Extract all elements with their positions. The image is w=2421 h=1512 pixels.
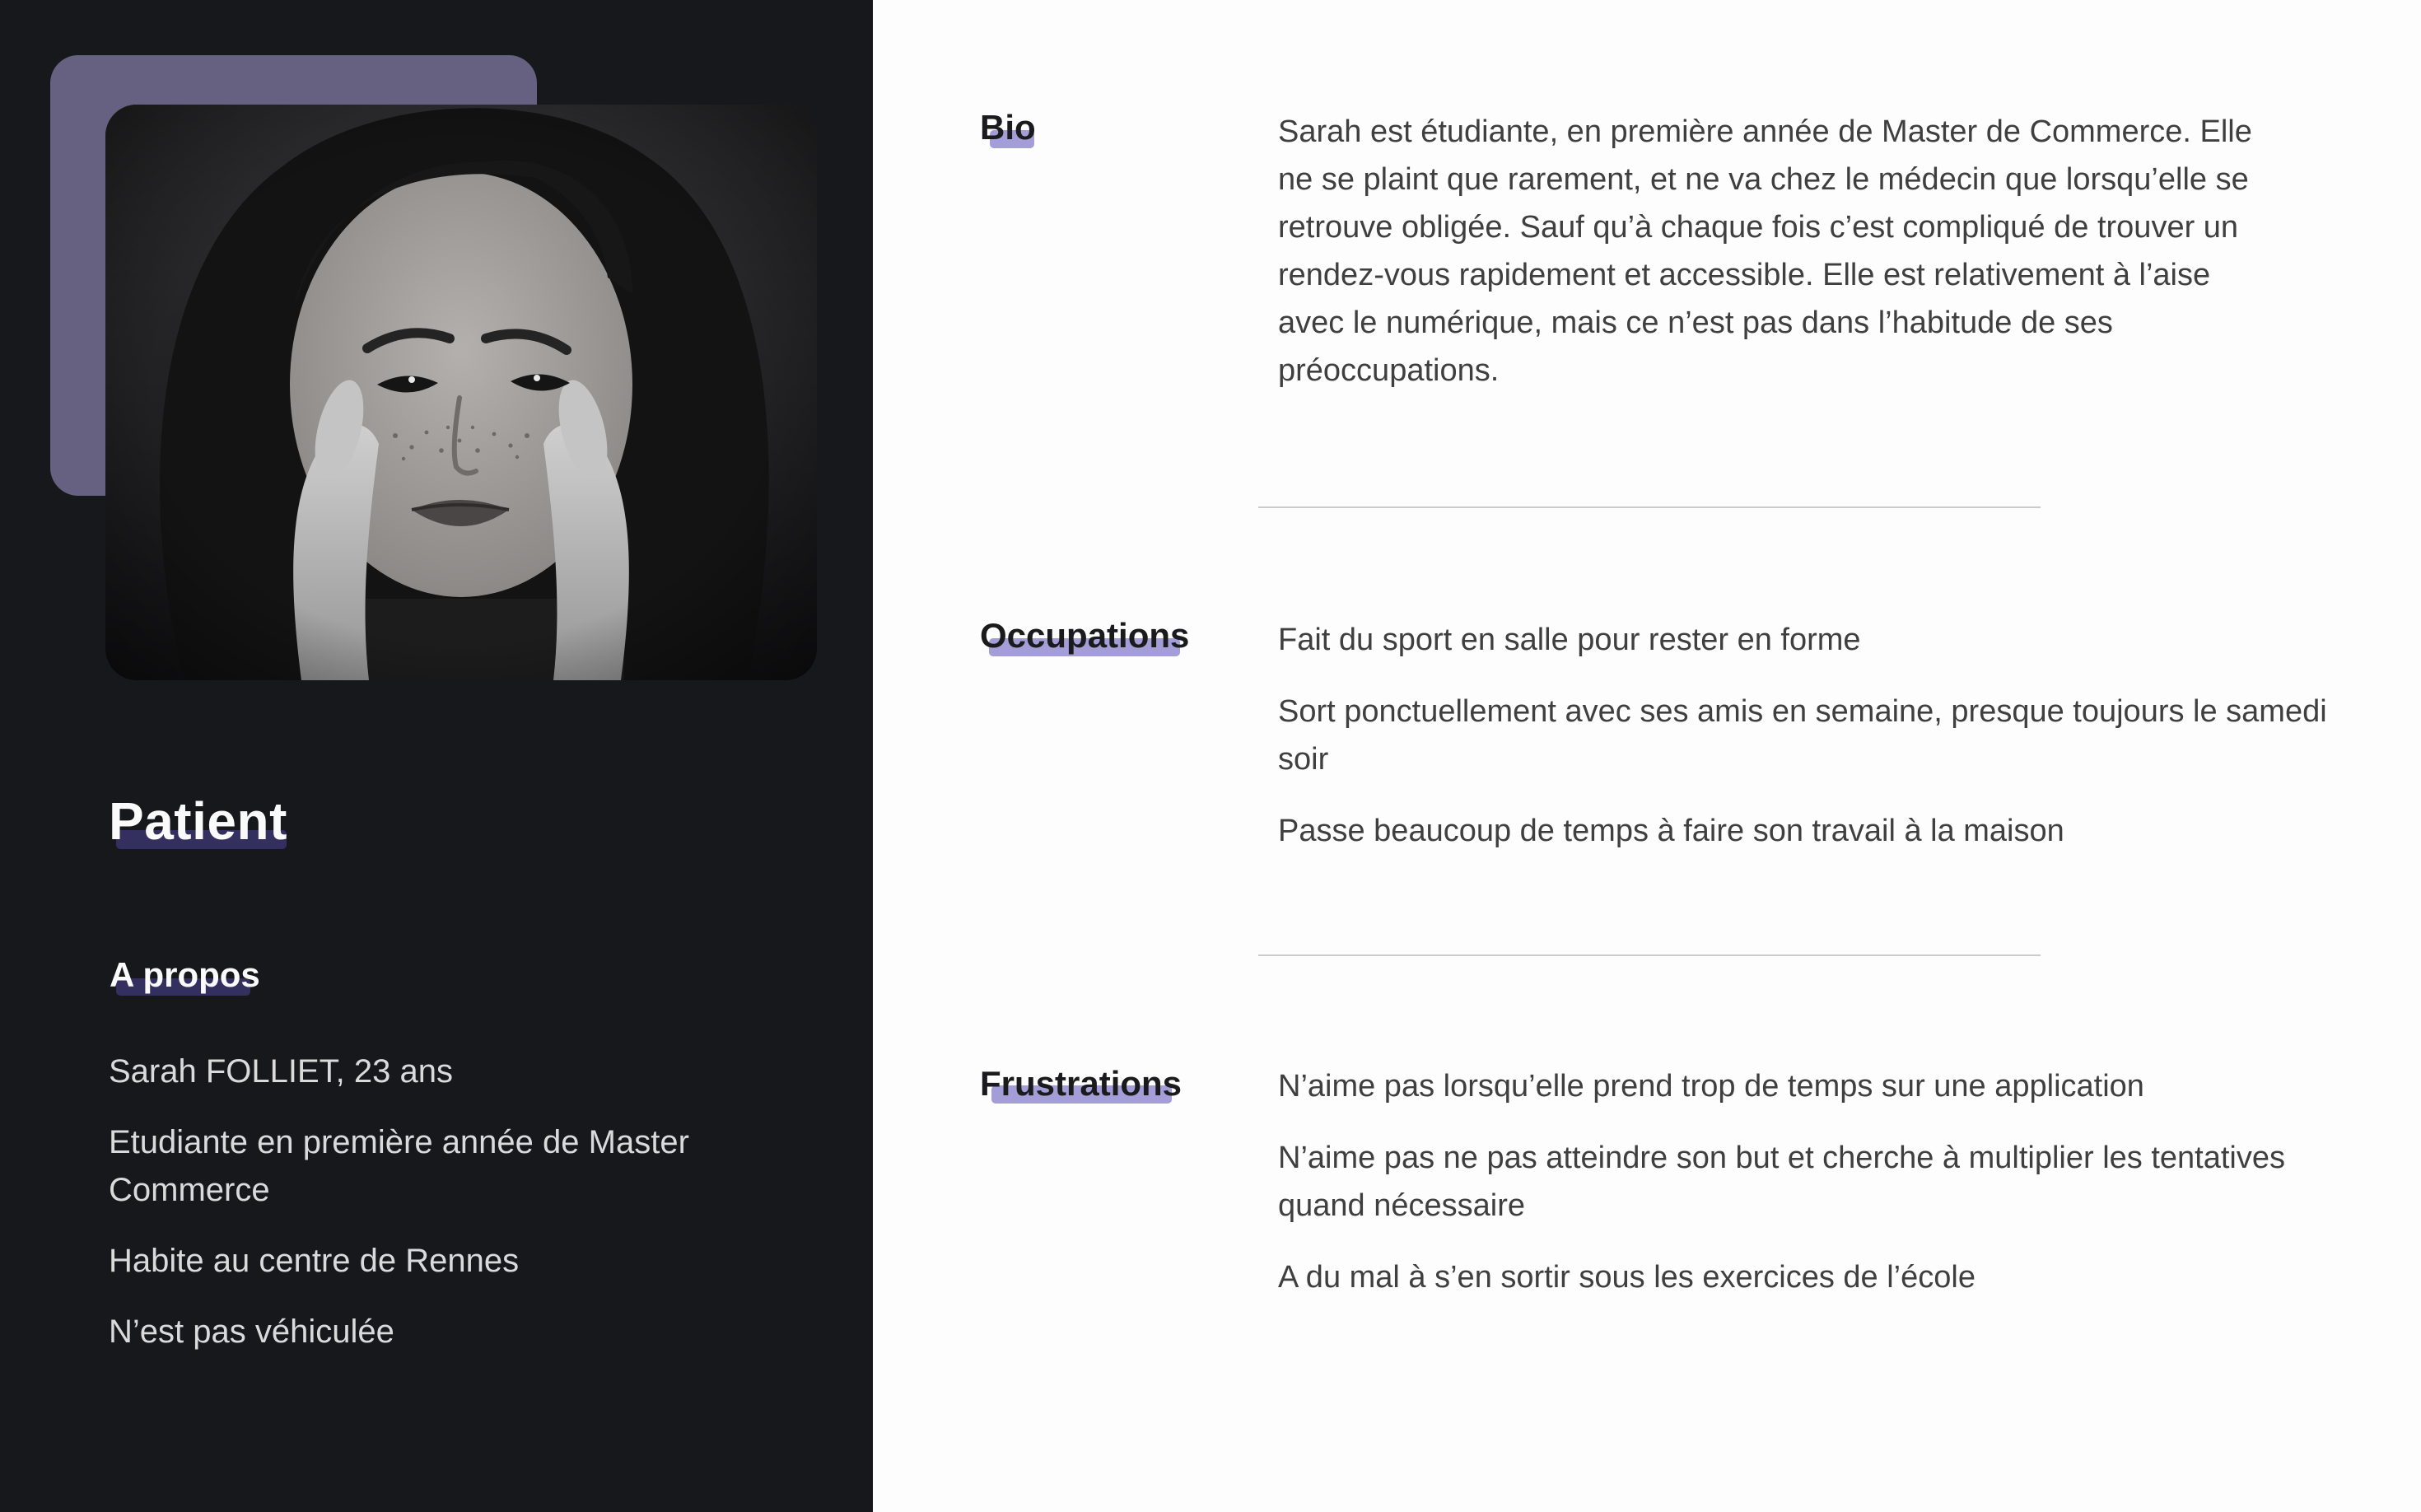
bio-line: rendez-vous rapidement et accessible. Elle est relativement à l’aise bbox=[1278, 258, 2211, 292]
bio-label-text: Bio bbox=[980, 108, 1036, 147]
bio-line: préoccupations. bbox=[1278, 353, 1500, 388]
occupations-label-text: Occupations bbox=[980, 616, 1190, 655]
frustration-item: N’aime pas ne pas atteindre son but et cherche à multiplier les tentatives quand nécessaire bbox=[1278, 1141, 2285, 1223]
patient-photo bbox=[105, 105, 817, 680]
occupation-item: Sort ponctuellement avec ses amis en semaine, presque toujours le samedi soir bbox=[1278, 694, 2327, 777]
frustrations-label-text: Frustrations bbox=[980, 1064, 1183, 1103]
section-divider-1 bbox=[1258, 506, 2041, 508]
persona-title-text: Patient bbox=[109, 791, 287, 851]
about-heading-text: A propos bbox=[110, 955, 260, 994]
frustration-item: A du mal à s’en sortir sous les exercices de l’école bbox=[1278, 1260, 1976, 1295]
about-item: Sarah FOLLIET, 23 ans bbox=[109, 1053, 454, 1090]
section-divider-2 bbox=[1258, 954, 2041, 956]
frustration-item: N’aime pas lorsqu’elle prend trop de temps sur une application bbox=[1278, 1069, 2144, 1104]
about-list bbox=[109, 1048, 751, 1379]
about-item: Habite au centre de Rennes bbox=[109, 1243, 520, 1279]
occupation-item: Fait du sport en salle pour rester en forme bbox=[1278, 623, 1861, 657]
bio-line: avec le numérique, mais ce n’est pas dans l’habitude de ses bbox=[1278, 306, 2113, 340]
section-label-bio bbox=[980, 108, 1036, 147]
section-label-occupations bbox=[980, 616, 1189, 656]
about-heading bbox=[110, 955, 260, 995]
bio-line: ne se plaint que rarement, et ne va chez le médecin que lorsqu’elle se bbox=[1278, 162, 2249, 197]
bio-text bbox=[1278, 108, 2365, 394]
sidebar bbox=[0, 0, 873, 1512]
persona-title bbox=[109, 791, 287, 852]
bio-line: retrouve obligée. Sauf qu’à chaque fois c’est compliqué de trouver un bbox=[1278, 210, 2239, 245]
about-item: Etudiante en première année de Master Commerce bbox=[109, 1124, 689, 1208]
bio-line: Sarah est étudiante, en première année de Master de Commerce. Elle bbox=[1278, 114, 2252, 149]
occupations-list bbox=[1278, 616, 2365, 879]
occupation-item: Passe beaucoup de temps à faire son travail à la maison bbox=[1278, 814, 2064, 848]
section-label-frustrations bbox=[980, 1064, 1182, 1104]
patient-photo-illustration bbox=[105, 105, 817, 680]
about-item: N’est pas véhiculée bbox=[109, 1314, 394, 1350]
frustrations-list bbox=[1278, 1062, 2365, 1325]
